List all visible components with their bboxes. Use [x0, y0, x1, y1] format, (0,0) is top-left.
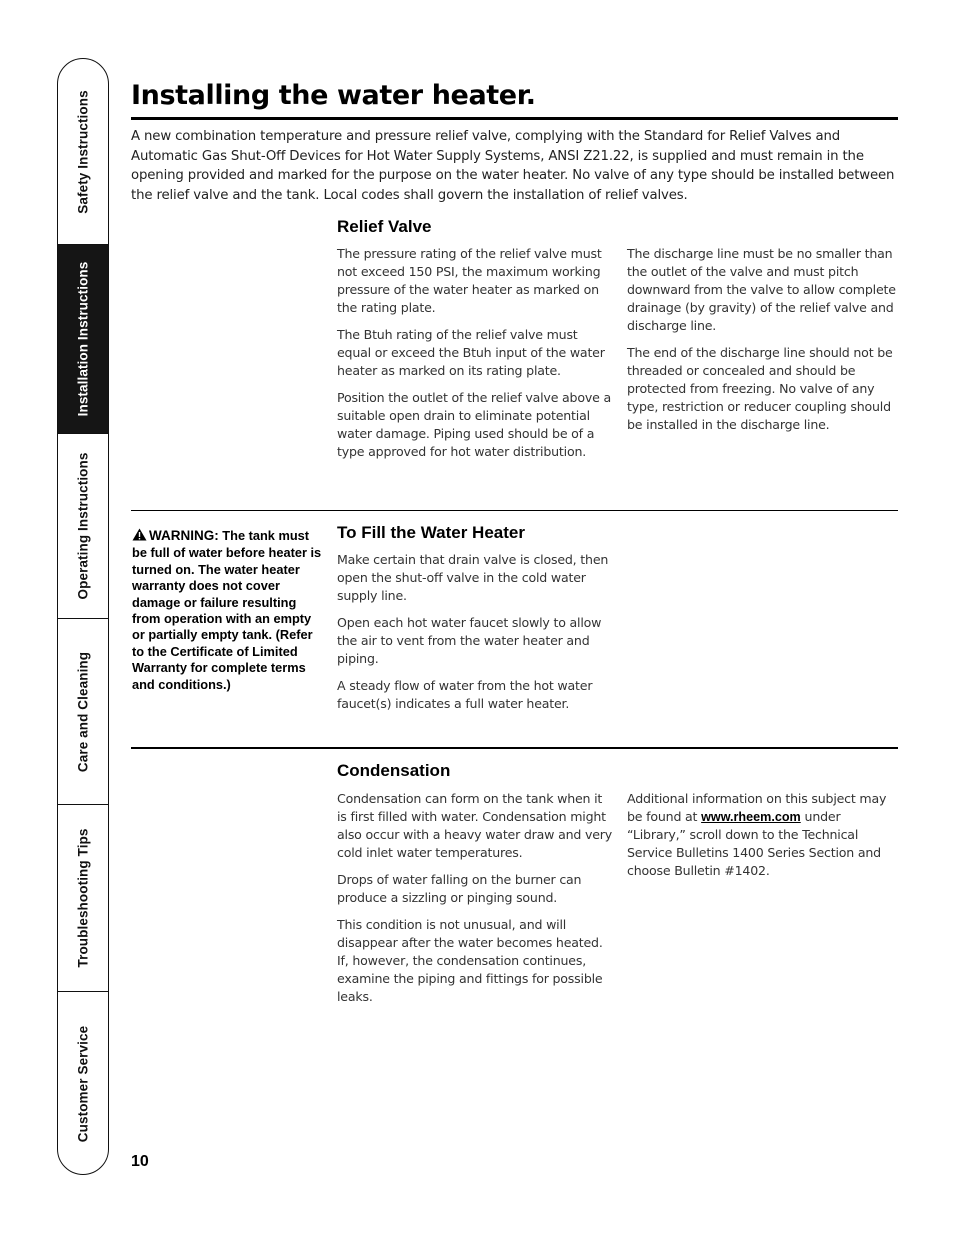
tab-label: Troubleshooting Tips: [75, 828, 91, 968]
rheem-website-link[interactable]: www.rheem.com: [701, 810, 801, 824]
fill-paragraph: Make certain that drain valve is closed, then open the shut-off valve in the cold water supply line.: [337, 552, 609, 603]
tab-customer-service[interactable]: [58, 992, 108, 1175]
page-number: 10: [131, 1153, 149, 1170]
tab-label: Operating Instructions: [75, 452, 91, 600]
tab-label: Care and Cleaning: [75, 651, 91, 772]
condensation-right-column: [627, 790, 902, 889]
section-divider: [131, 747, 898, 749]
warning-label: WARNING:: [149, 528, 219, 543]
warning-text: The tank must be full of water before heater is turned on. The water heater warranty does not cover damage or failure resulting from operation with an empty or partially empty tank. (Refer to the Certificate of Limited Warranty for complete terms and conditions.): [132, 528, 322, 692]
intro-paragraph: A new combination temperature and pressure relief valve, complying with the Standard for Relief Valves and Automatic Gas Shut-Off Devices for Hot Water Supply Systems, ANSI Z21.22, is supplied and must remain in the opening provided and marked for the purpose on the water heater. No valve of any type should be installed between the relief valve and the tank. Local codes shall govern the installation of relief valves.: [131, 129, 895, 203]
fill-paragraph: A steady flow of water from the hot water faucet(s) indicates a full water heater.: [337, 678, 593, 711]
relief-valve-paragraph: The pressure rating of the relief valve must not exceed 150 PSI, the maximum working pressure of the water heater as marked on the rating plate.: [337, 246, 602, 315]
condensation-heading: Condensation: [337, 761, 451, 780]
section-divider: [131, 510, 898, 511]
condensation-paragraph: This condition is not unusual, and will disappear after the water becomes heated. If, however, the condensation continues, examine the piping and fittings for possible leaks.: [337, 917, 603, 1004]
tab-installation-instructions[interactable]: [58, 245, 108, 434]
fill-column: [337, 551, 615, 722]
condensation-left-column: [337, 790, 615, 1015]
tab-operating-instructions[interactable]: [58, 434, 108, 619]
tab-label: Safety Instructions: [75, 89, 91, 214]
side-tab-navigation: [57, 58, 109, 1175]
relief-valve-left-column: [337, 245, 615, 470]
relief-valve-heading: Relief Valve: [337, 217, 432, 236]
tab-safety-instructions[interactable]: [58, 59, 108, 245]
relief-valve-paragraph: The Btuh rating of the relief valve must equal or exceed the Btuh input of the water heater as marked on its rating plate.: [337, 327, 605, 378]
relief-valve-right-column: [627, 245, 902, 443]
relief-valve-paragraph: The end of the discharge line should not be threaded or concealed and should be protected from freezing. No valve of any type, restriction or reducer coupling should be installed in the discharge line.: [627, 345, 893, 432]
condensation-paragraph: Drops of water falling on the burner can produce a sizzling or pinging sound.: [337, 872, 582, 905]
tab-care-and-cleaning[interactable]: [58, 619, 108, 805]
fill-heading: To Fill the Water Heater: [337, 523, 525, 542]
tab-label: Installation Instructions: [75, 261, 91, 417]
tab-troubleshooting-tips[interactable]: [58, 805, 108, 992]
relief-valve-paragraph: Position the outlet of the relief valve above a suitable open drain to eliminate potential water damage. Piping used should be of a type approved for hot water distribution.: [337, 390, 611, 459]
page-title: Installing the water heater.: [131, 80, 536, 111]
relief-valve-paragraph: The discharge line must be no smaller than the outlet of the valve and must pitch downward from the valve to allow complete drainage (by gravity) of the relief valve and discharge line.: [627, 246, 896, 333]
condensation-text: Additional information on this subject may be found at: [627, 791, 887, 824]
warning-notice: [132, 528, 322, 693]
fill-paragraph: Open each hot water faucet slowly to allow the air to vent from the water heater and piping.: [337, 615, 602, 666]
tab-label: Customer Service: [75, 1025, 91, 1143]
condensation-paragraph: [627, 790, 902, 880]
condensation-text: under “Library,” scroll down to the Technical Service Bulletins 1400 Series Section and choose Bulletin #1402.: [627, 809, 881, 878]
title-divider: [131, 117, 898, 120]
condensation-paragraph: Condensation can form on the tank when it is first filled with water. Condensation might also occur with a heavy water draw and very cold inlet water temperatures.: [337, 791, 613, 860]
warning-triangle-icon: [132, 528, 147, 545]
